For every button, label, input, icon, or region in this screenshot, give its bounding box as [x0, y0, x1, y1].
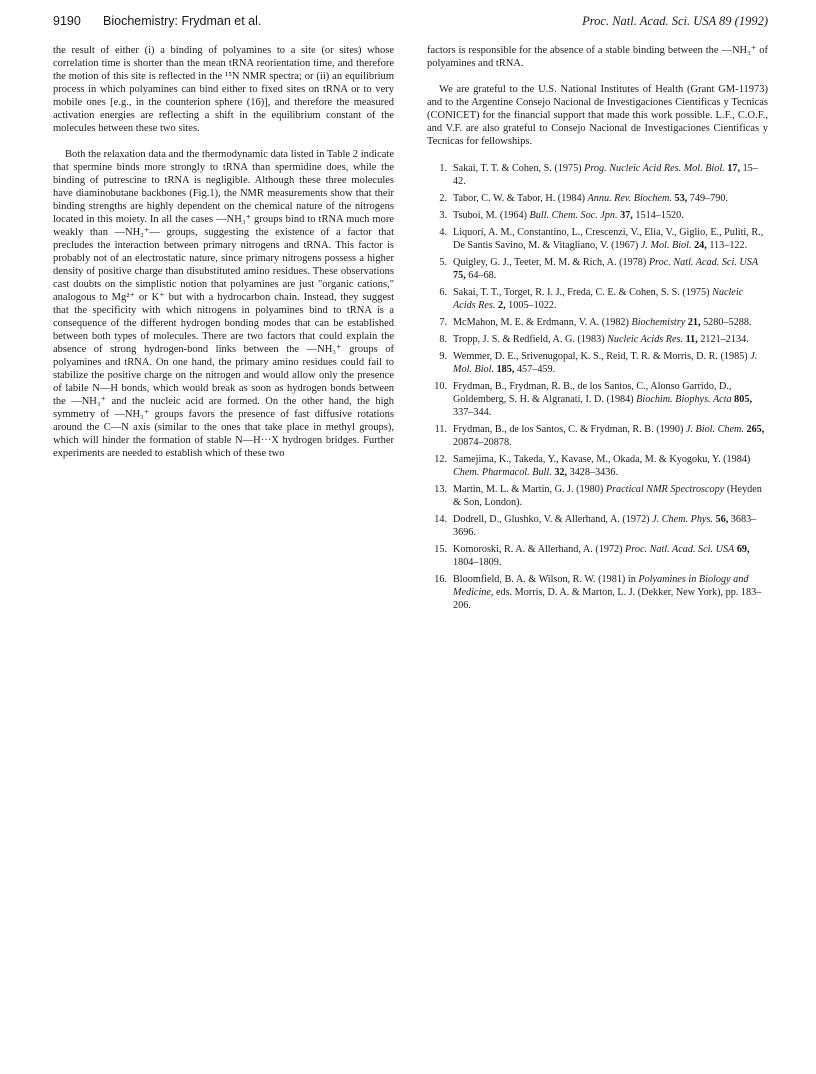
reference-pages: 749–790. — [689, 193, 728, 204]
reference-text — [453, 453, 768, 479]
reference-authors: Samejima, K., Takeda, Y., Kavase, M., Okada, M. & Kyogoku, Y. (1984) — [453, 454, 751, 465]
reference-journal: Prog. Nucleic Acid Res. Mol. Biol. — [584, 163, 725, 174]
acknowledgment: We are grateful to the U.S. National Institutes of Health (Grant GM-11973) and to the Argentine Consejo Nacional de Investigaciones Cientificas y Tecnicas (CONICET) for the financial support that made this work possible. L.F., C.O.F., and V.F. are also grateful to Consejo Nacional de Investigaciones Cientificas y Tecnicas for fellowships. — [427, 84, 768, 147]
reference-pages: 5280–5288. — [703, 317, 752, 328]
reference-authors: Tabor, C. W. & Tabor, H. (1984) — [453, 193, 585, 204]
reference-number: 6. — [439, 287, 447, 298]
reference-volume: 17, — [727, 163, 741, 174]
reference-authors: Tsuboi, M. (1964) — [453, 210, 527, 221]
reference-authors: Liquori, A. M., Constantino, L., Crescenzi, V., Elia, V., Giglio, E., Puliti, R., De Santis Savino, M. & Vitagliano, V. (1967) — [453, 227, 764, 251]
reference-pages: 2121–2134. — [700, 334, 749, 345]
reference-text — [453, 192, 768, 205]
reference-number: 10. — [434, 381, 447, 392]
reference-text — [453, 333, 768, 346]
reference-number: 11. — [434, 424, 447, 435]
reference-item — [427, 423, 768, 449]
reference-authors: Sakai, T. T., Torget, R. I. J., Freda, C. E. & Cohen, S. S. (1975) — [453, 287, 710, 298]
reference-text — [453, 286, 768, 312]
reference-journal: J. Mol. Biol. — [453, 351, 758, 375]
reference-authors: Komoroski, R. A. & Allerhand, A. (1972) — [453, 544, 623, 555]
reference-number: 2. — [439, 193, 447, 204]
reference-authors: Dodrell, D., Glushko, V. & Allerhand, A. (1972) — [453, 514, 650, 525]
reference-volume: 24, — [694, 240, 707, 251]
reference-list — [427, 162, 768, 612]
reference-authors: Frydman, B., de los Santos, C. & Frydman, R. B. (1990) — [453, 424, 684, 435]
reference-volume: 805, — [734, 394, 752, 405]
reference-item — [427, 162, 768, 188]
reference-item — [427, 513, 768, 539]
reference-item — [427, 256, 768, 282]
reference-volume: 75, — [453, 270, 466, 281]
reference-pages: 3428–3436. — [569, 467, 618, 478]
reference-journal: J. Biol. Chem. — [685, 424, 744, 435]
reference-journal: J. Mol. Biol. — [640, 240, 692, 251]
reference-authors: Sakai, T. T. & Cohen, S. (1975) — [453, 163, 582, 174]
reference-pages: 3683–3696. — [453, 514, 757, 538]
reference-volume: 21, — [687, 317, 701, 328]
reference-text — [453, 350, 768, 376]
reference-pages: 337–344. — [453, 407, 492, 418]
reference-text — [453, 573, 768, 612]
reference-item — [427, 192, 768, 205]
reference-item — [427, 453, 768, 479]
reference-item — [427, 209, 768, 222]
reference-journal: Nucleic Acids Res. — [607, 334, 684, 345]
reference-authors: Tropp, J. S. & Redfield, A. G. (1983) — [453, 334, 605, 345]
reference-text — [453, 423, 768, 449]
reference-item — [427, 286, 768, 312]
reference-volume: 53, — [674, 193, 688, 204]
journal-reference: Proc. Natl. Acad. Sci. USA 89 (1992) — [582, 14, 768, 28]
reference-pages: 64–68. — [468, 270, 497, 281]
reference-authors: Quigley, G. J., Teeter, M. M. & Rich, A. (1978) — [453, 257, 647, 268]
page-number: 9190 — [53, 14, 81, 28]
reference-item — [427, 483, 768, 509]
body-paragraph: Both the relaxation data and the thermodynamic data listed in Table 2 indicate that spermine binds more strongly to tRNA than spermidine does, while the binding of putrescine to tRNA is negligible. Although these three molecules have diaminobutane backbones (Fig.1), the NMR measurements show that their binding strengths are highly dependent on the chemical nature of the nitrogens located in this moiety. In all the cases —NH₃⁺ groups bind to tRNA much more weakly than —NH₂⁺— groups, suggesting the existence of a factor that precludes the interaction between primary nitrogens and tRNA. This factor is probably not of an electrostatic nature, since primary nitrogens possess a higher density of positive charge than disubstituted amino residues. These observations cast doubts on the simplistic notion that polyamines are just "organic cations," analogous to Mg²⁺ or K⁺ but with a hydrocarbon chain. Instead, they suggest that the specificity with which nitrogens in polyamines bind to tRNA is a consequence of the different hydrogen bonding modes that can be established between both types of molecules. There are two factors that could explain the absence of strong hydrogen-bond links between the —NH₃⁺ groups of polyamines and tRNA. On one hand, the primary amino residues could fail to stabilize the positive charge on the nitrogen and would allow only the presence of labile N—H bonds, which would break as soon as hydrogen bonds between the —NH₃⁺ and the nucleic acid are formed. On the other hand, the high symmetry of —NH₃⁺ groups favors the presence of fast diffusive rotations around the C—N axis (similar to the ones that take place in methyl groups), which will hinder the formation of stable N—H···X hydrogen bridges. Further experiments are needed to establish which of these two — [53, 149, 394, 459]
reference-number: 13. — [434, 484, 447, 495]
reference-journal: Proc. Natl. Acad. Sci. USA — [625, 544, 735, 555]
reference-item — [427, 226, 768, 252]
reference-item — [427, 573, 768, 612]
journal-section: Biochemistry: Frydman et al. — [103, 14, 262, 28]
reference-text — [453, 256, 768, 282]
reference-number: 14. — [434, 514, 447, 525]
reference-journal: Bull. Chem. Soc. Jpn. — [529, 210, 618, 221]
reference-number: 4. — [439, 227, 447, 238]
reference-pages: 20874–20878. — [453, 437, 512, 448]
reference-pages: eds. Morris, D. A. & Marton, L. J. (Dekker, New York), pp. 183–206. — [453, 587, 762, 611]
reference-authors: Frydman, B., Frydman, R. B., de los Santos, C., Alonso Garrido, D., Goldemberg, S. H. & Algranati, I. D. (1984) — [453, 381, 732, 405]
reference-pages: 457–459. — [516, 364, 556, 375]
reference-volume: 11, — [685, 334, 698, 345]
reference-volume: 32, — [554, 467, 568, 478]
reference-journal: Polyamines in Biology and Medicine, — [453, 574, 749, 598]
reference-number: 5. — [439, 257, 447, 268]
reference-pages: 1005–1022. — [508, 300, 557, 311]
running-header — [53, 12, 768, 30]
reference-volume: 56, — [715, 514, 729, 525]
reference-authors: Bloomfield, B. A. & Wilson, R. W. (1981) in — [453, 574, 636, 585]
reference-number: 1. — [439, 163, 447, 174]
reference-volume: 2, — [497, 300, 506, 311]
body-paragraph: the result of either (i) a binding of polyamines to a site (or sites) whose correlation time is shorter than the mean tRNA reorientation time, and therefore the motion of this site is reflected in the ¹⁵N NMR spectra; or (ii) an equilibrium process in which polyamines can bind either to fixed sites on tRNA or to very mobile ones [e.g., in the counterion sphere (16)], and therefore the measured activation energies are reflecting a shift in the equilibrium constant of the molecules between these two sites. — [53, 45, 394, 134]
reference-authors: McMahon, M. E. & Erdmann, V. A. (1982) — [453, 317, 629, 328]
reference-text — [453, 162, 768, 188]
reference-number: 7. — [439, 317, 447, 328]
reference-item — [427, 316, 768, 329]
reference-authors: Wemmer, D. E., Srivenugopal, K. S., Reid, T. R. & Morris, D. R. (1985) — [453, 351, 748, 362]
right-column — [427, 44, 768, 616]
reference-journal: Chem. Pharmacol. Bull. — [453, 467, 552, 478]
reference-pages: 113–122. — [709, 240, 748, 251]
reference-volume: 185, — [496, 364, 515, 375]
reference-text — [453, 483, 768, 509]
reference-number: 16. — [434, 574, 447, 585]
reference-text — [453, 209, 768, 222]
reference-item — [427, 333, 768, 346]
reference-item — [427, 380, 768, 419]
reference-text — [453, 380, 768, 419]
reference-pages: 15–42. — [453, 163, 758, 187]
reference-item — [427, 350, 768, 376]
reference-volume: 37, — [620, 210, 633, 221]
reference-volume: 69, — [736, 544, 750, 555]
left-column — [53, 44, 394, 460]
reference-pages: (Heyden & Son, London). — [453, 484, 762, 508]
reference-pages: 1514–1520. — [635, 210, 684, 221]
reference-text — [453, 226, 768, 252]
reference-volume: 265, — [746, 424, 765, 435]
body-paragraph: factors is responsible for the absence of a stable binding between the —NH₃⁺ of polyamines and tRNA. — [427, 45, 768, 69]
reference-text — [453, 316, 768, 329]
reference-pages: 1804–1809. — [453, 557, 502, 568]
reference-text — [453, 543, 768, 569]
reference-authors: Martin, M. L. & Martin, G. J. (1980) — [453, 484, 604, 495]
reference-text — [453, 513, 768, 539]
reference-journal: J. Chem. Phys. — [652, 514, 713, 525]
reference-number: 3. — [439, 210, 447, 221]
reference-journal: Proc. Natl. Acad. Sci. USA — [648, 257, 759, 268]
reference-journal: Biochim. Biophys. Acta — [636, 394, 732, 405]
reference-journal: Biochemistry — [631, 317, 686, 328]
reference-number: 15. — [434, 544, 447, 555]
reference-journal: Nucleic Acids Res. — [453, 287, 744, 311]
reference-number: 12. — [434, 454, 447, 465]
reference-journal: Annu. Rev. Biochem. — [587, 193, 672, 204]
reference-journal: Practical NMR Spectroscopy — [605, 484, 725, 495]
reference-number: 9. — [439, 351, 447, 362]
reference-item — [427, 543, 768, 569]
reference-number: 8. — [439, 334, 447, 345]
